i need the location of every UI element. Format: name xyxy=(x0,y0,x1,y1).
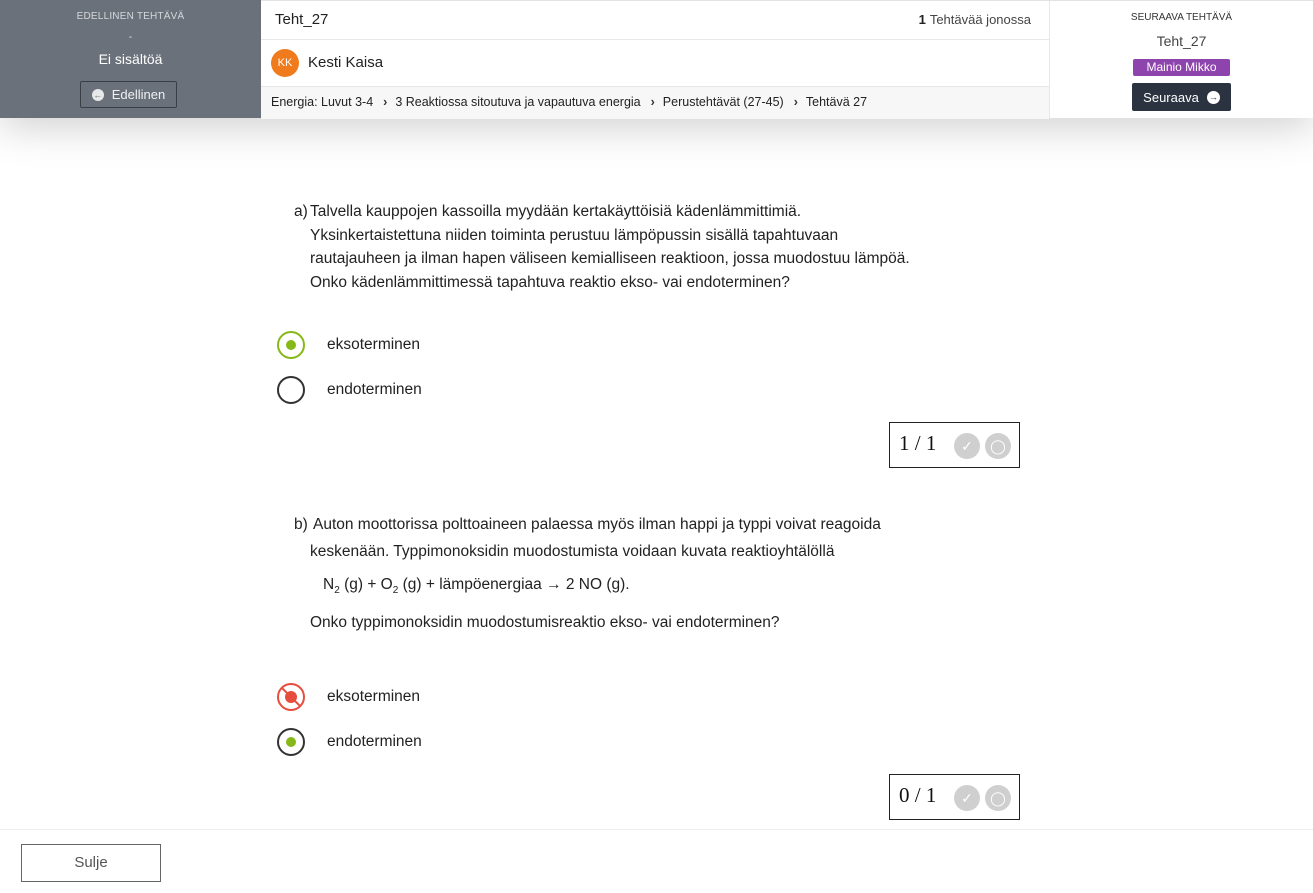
equation-subscript: 2 xyxy=(334,585,340,597)
close-button[interactable]: Sulje xyxy=(21,844,161,882)
radio-selected-wrong[interactable] xyxy=(277,683,305,711)
check-icon[interactable]: ✓ xyxy=(954,433,980,459)
assignee-badge: Mainio Mikko xyxy=(1133,59,1230,76)
student-name: Kesti Kaisa xyxy=(308,54,384,71)
task-title: Teht_27 xyxy=(275,11,329,28)
equation-part: N xyxy=(323,576,335,593)
question-text-line: Auton moottorissa polttoaineen palaessa myös ilman happi ja typpi voivat reagoida xyxy=(313,516,881,533)
question-letter: b) xyxy=(294,516,308,533)
reaction-equation xyxy=(323,576,630,596)
score-value: 1 / 1 xyxy=(899,431,937,455)
option-label: endoterminen xyxy=(327,381,422,398)
breadcrumb-item[interactable]: Energia: Luvut 3-4 xyxy=(271,95,374,109)
avatar: KK xyxy=(271,49,299,77)
equation-part: (g) + lämpöenergiaa → 2 NO (g). xyxy=(398,576,630,593)
next-button[interactable] xyxy=(1132,83,1231,111)
comment-icon[interactable]: ◯ xyxy=(985,433,1011,459)
score-box-a xyxy=(889,422,1020,468)
option-label: endoterminen xyxy=(327,733,422,750)
chevron-right-icon: › xyxy=(383,95,388,109)
option-b-endoterminen[interactable] xyxy=(277,728,422,756)
arrow-left-icon: ← xyxy=(93,89,103,100)
radio-correct-answer[interactable] xyxy=(277,728,305,756)
previous-button[interactable] xyxy=(80,81,177,108)
top-bar xyxy=(0,0,1313,118)
footer xyxy=(0,829,1313,893)
breadcrumb xyxy=(261,87,1049,119)
queue-status xyxy=(919,12,1031,27)
chevron-right-icon: › xyxy=(650,95,655,109)
question-text-line: Yksinkertaistettuna niiden toiminta perustuu lämpöpussin sisällä tapahtuvaan xyxy=(310,226,839,244)
question-text-line: Onko kädenlämmittimessä tapahtuva reaktio ekso- vai endoterminen? xyxy=(310,273,790,291)
option-a-eksoterminen[interactable] xyxy=(277,331,420,359)
equation-part: (g) + O xyxy=(339,576,393,593)
previous-task-dash: - xyxy=(128,31,133,43)
comment-icon[interactable]: ◯ xyxy=(985,785,1011,811)
previous-task-empty: Ei sisältöä xyxy=(98,51,163,67)
student-row xyxy=(261,40,1049,87)
option-a-endoterminen[interactable] xyxy=(277,376,422,404)
next-task-title: Teht_27 xyxy=(1156,33,1207,49)
task-header xyxy=(261,0,1049,118)
radio-unselected[interactable] xyxy=(277,376,305,404)
queue-label: Tehtävää jonossa xyxy=(929,12,1031,27)
queue-count: 1 xyxy=(918,12,926,27)
previous-task-label: EDELLINEN TEHTÄVÄ xyxy=(76,11,185,22)
task-title-row xyxy=(261,1,1049,40)
question-b-prompt: Onko typpimonoksidin muodostumisreaktio ekso- vai endoterminen? xyxy=(310,614,780,631)
question-text-line: keskenään. Typpimonoksidin muodostumista voidaan kuvata reaktioyhtälöllä xyxy=(310,542,835,560)
arrow-right-icon: → xyxy=(1208,91,1218,102)
equation-subscript: 2 xyxy=(392,585,399,597)
question-text-line: rautajauheen ja ilman hapen väliseen kemialliseen reaktioon, jossa muodostuu lämpöä. xyxy=(310,250,910,267)
radio-selected-correct[interactable] xyxy=(277,331,305,359)
question-text-line: Talvella kauppojen kassoilla myydään kertakäyttöisiä kädenlämmittimiä. xyxy=(310,203,802,220)
score-box-b xyxy=(889,774,1020,820)
next-task-label: SEURAAVA TEHTÄVÄ xyxy=(1130,12,1233,23)
option-label: eksoterminen xyxy=(327,336,421,353)
breadcrumb-item[interactable]: Perustehtävät (27-45) xyxy=(662,95,784,109)
breadcrumb-item[interactable]: 3 Reaktiossa sitoutuva ja vapautuva energia xyxy=(395,95,641,109)
radio-dot-icon xyxy=(286,737,296,747)
question-b xyxy=(294,513,930,563)
previous-task-panel xyxy=(0,0,261,118)
option-b-eksoterminen[interactable] xyxy=(277,683,420,711)
breadcrumb-item[interactable]: Tehtävä 27 xyxy=(805,95,868,109)
radio-dot-icon xyxy=(286,340,296,350)
question-a xyxy=(294,200,930,294)
previous-button-label: Edellinen xyxy=(111,87,166,102)
next-button-label: Seuraava xyxy=(1143,89,1199,105)
chevron-right-icon: › xyxy=(793,95,798,109)
option-label: eksoterminen xyxy=(327,688,421,705)
next-task-panel xyxy=(1049,0,1313,118)
score-value: 0 / 1 xyxy=(899,783,937,807)
question-letter: a) xyxy=(294,203,308,220)
check-icon[interactable]: ✓ xyxy=(954,785,980,811)
